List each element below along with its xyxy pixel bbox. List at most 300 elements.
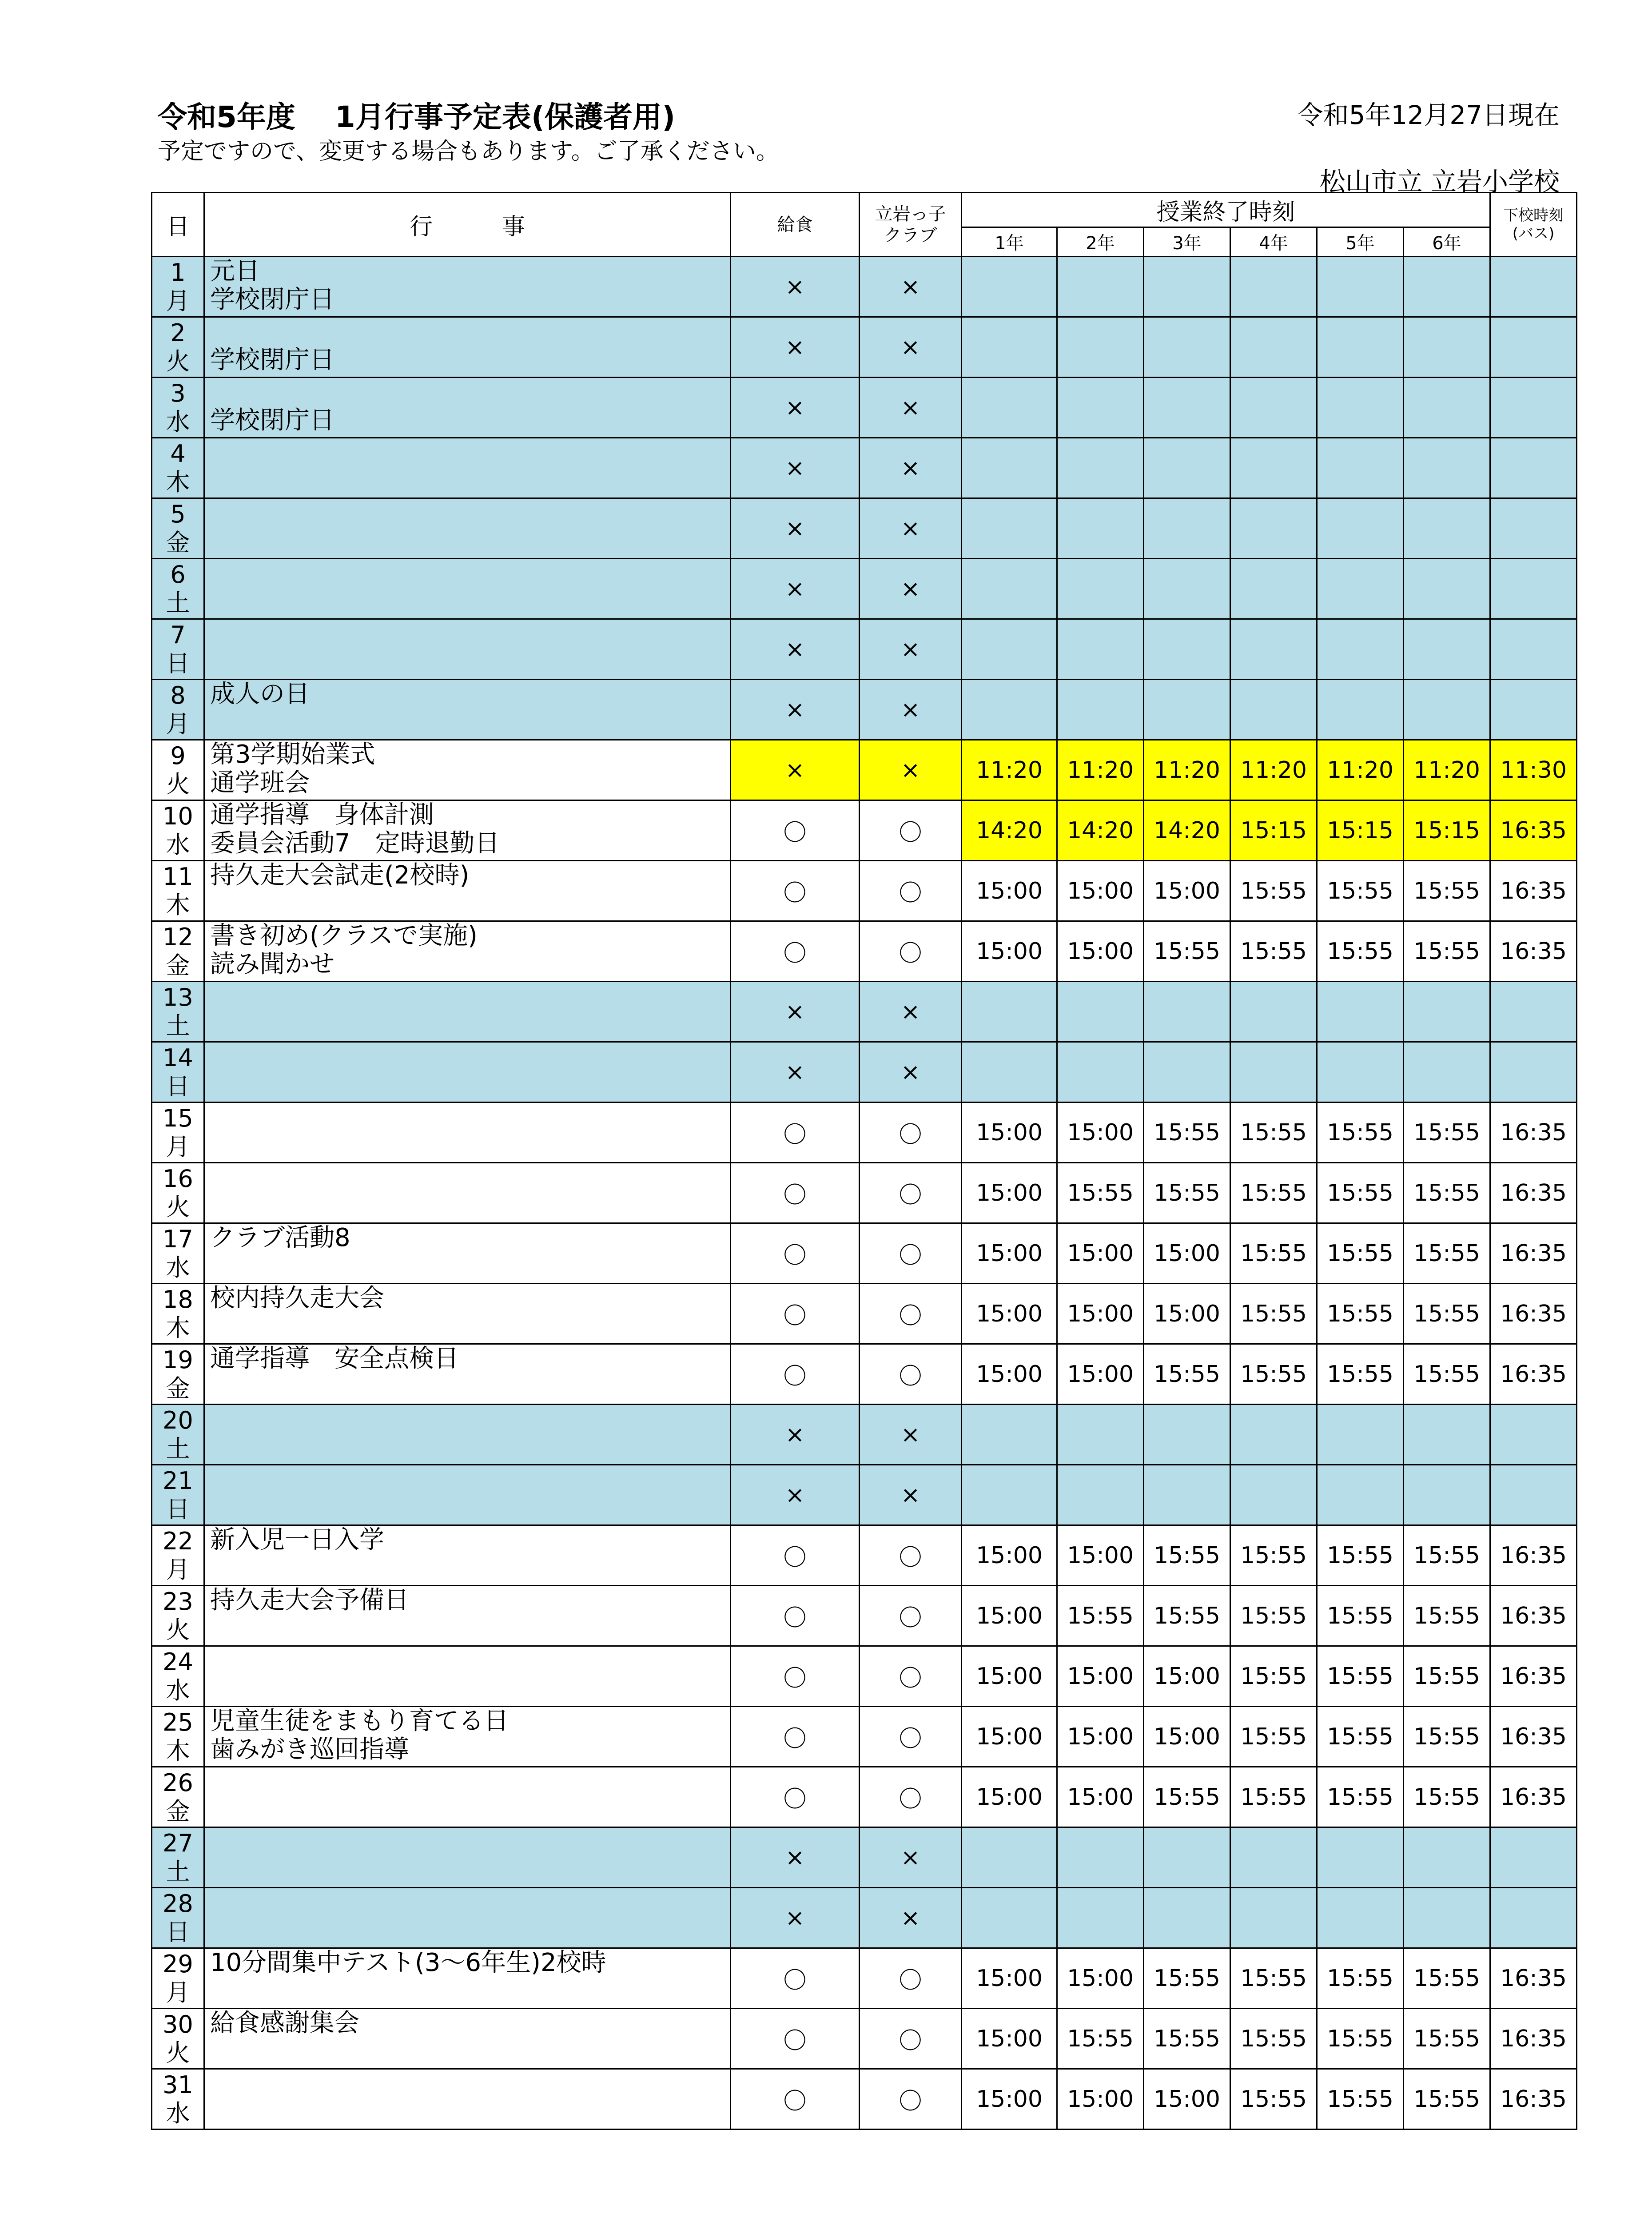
event-cell	[204, 438, 731, 498]
day-cell	[152, 438, 204, 498]
day-cell	[152, 1888, 204, 1948]
end-time-cell	[962, 317, 1057, 378]
end-time-cell: 15:00	[1144, 1707, 1230, 1767]
lunch-mark: 〇	[731, 861, 860, 921]
day-cell	[152, 921, 204, 982]
weekday: 火	[166, 1193, 190, 1221]
end-time-cell: 15:00	[962, 1103, 1057, 1163]
event-cell	[204, 1465, 731, 1525]
end-time-cell: 15:00	[962, 1284, 1057, 1344]
end-time-cell	[1144, 498, 1230, 559]
header-grade: 4年	[1230, 227, 1317, 257]
end-time-cell: 15:15	[1404, 800, 1490, 861]
day-number: 14	[163, 1043, 193, 1072]
event-cell	[204, 1103, 731, 1163]
club-mark: 〇	[860, 1948, 962, 2009]
bus-time-cell	[1490, 498, 1577, 559]
end-time-cell	[1144, 1827, 1230, 1888]
event-cell	[204, 1827, 731, 1888]
day-number: 10	[163, 802, 193, 830]
bus-time-cell: 16:35	[1490, 800, 1577, 861]
school-name: 松山市立 立岩小学校	[1319, 167, 1560, 197]
header-grade: 2年	[1057, 227, 1144, 257]
header-day: 日	[152, 193, 204, 257]
end-time-cell	[1144, 257, 1230, 317]
end-time-cell: 15:55	[1317, 1284, 1404, 1344]
day-number: 19	[163, 1345, 193, 1374]
table-row	[152, 740, 1577, 800]
end-time-cell: 15:00	[1057, 1948, 1144, 2009]
bus-time-cell	[1490, 1827, 1577, 1888]
end-time-cell: 15:00	[962, 2009, 1057, 2069]
lunch-mark: ×	[731, 1042, 860, 1103]
day-number: 23	[163, 1587, 193, 1616]
table-row	[152, 680, 1577, 740]
end-time-cell	[1144, 982, 1230, 1042]
day-cell	[152, 800, 204, 861]
end-time-cell	[1404, 438, 1490, 498]
event-cell: 学校閉庁日	[204, 378, 731, 438]
day-cell	[152, 1465, 204, 1525]
end-time-cell: 15:00	[962, 1948, 1057, 2009]
end-time-cell: 15:55	[1404, 2069, 1490, 2129]
end-time-cell: 15:55	[1404, 2009, 1490, 2069]
lunch-mark: 〇	[731, 2069, 860, 2129]
lunch-mark: 〇	[731, 2009, 860, 2069]
bus-time-cell: 16:35	[1490, 1948, 1577, 2009]
lunch-mark: ×	[731, 378, 860, 438]
event-cell: 持久走大会予備日	[204, 1586, 731, 1646]
day-number: 5	[170, 500, 186, 528]
end-time-cell: 11:20	[962, 740, 1057, 800]
end-time-cell: 15:00	[962, 1767, 1057, 1827]
lunch-mark: 〇	[731, 1525, 860, 1586]
bus-time-cell	[1490, 619, 1577, 680]
end-time-cell: 15:55	[1144, 2009, 1230, 2069]
end-time-cell	[1317, 1465, 1404, 1525]
day-cell	[152, 982, 204, 1042]
end-time-cell	[1404, 1827, 1490, 1888]
weekday: 火	[166, 347, 190, 375]
end-time-cell	[1230, 1405, 1317, 1465]
end-time-cell	[1230, 317, 1317, 378]
end-time-cell	[1144, 317, 1230, 378]
day-number: 26	[163, 1768, 193, 1797]
end-time-cell	[1230, 1042, 1317, 1103]
lunch-mark: ×	[731, 982, 860, 1042]
event-cell	[204, 1888, 731, 1948]
weekday: 月	[166, 287, 190, 315]
end-time-cell: 15:00	[962, 1586, 1057, 1646]
end-time-cell	[1317, 498, 1404, 559]
end-time-cell: 15:55	[1404, 1284, 1490, 1344]
end-time-cell: 15:00	[1057, 1223, 1144, 1284]
end-time-cell: 15:55	[1317, 2069, 1404, 2129]
day-number: 27	[163, 1829, 193, 1857]
end-time-cell: 15:55	[1317, 1948, 1404, 2009]
club-mark: 〇	[860, 861, 962, 921]
club-mark: ×	[860, 1827, 962, 1888]
event-cell: 成人の日	[204, 680, 731, 740]
day-cell	[152, 1284, 204, 1344]
club-mark: ×	[860, 1888, 962, 1948]
end-time-cell	[1404, 1888, 1490, 1948]
end-time-cell: 15:55	[1317, 861, 1404, 921]
end-time-cell	[1317, 438, 1404, 498]
lunch-mark: ×	[731, 257, 860, 317]
day-cell	[152, 619, 204, 680]
lunch-mark: 〇	[731, 1103, 860, 1163]
end-time-cell	[1404, 680, 1490, 740]
schedule-table	[151, 192, 1577, 2130]
day-cell	[152, 257, 204, 317]
weekday: 月	[166, 1132, 190, 1161]
end-time-cell	[1230, 378, 1317, 438]
event-cell: 第3学期始業式 通学班会	[204, 740, 731, 800]
end-time-cell	[1144, 1888, 1230, 1948]
end-time-cell	[1057, 438, 1144, 498]
day-cell	[152, 2009, 204, 2069]
weekday: 月	[166, 1978, 190, 2006]
end-time-cell	[1230, 1465, 1317, 1525]
club-mark: 〇	[860, 921, 962, 982]
end-time-cell	[1404, 257, 1490, 317]
end-time-cell: 15:00	[1057, 921, 1144, 982]
end-time-cell	[962, 559, 1057, 619]
club-mark: 〇	[860, 1223, 962, 1284]
bus-time-cell: 16:35	[1490, 1707, 1577, 1767]
bus-time-cell: 16:35	[1490, 1767, 1577, 1827]
end-time-cell	[1317, 982, 1404, 1042]
weekday: 月	[166, 1555, 190, 1584]
event-cell: 新入児一日入学	[204, 1525, 731, 1586]
club-mark: ×	[860, 619, 962, 680]
bus-time-cell: 16:35	[1490, 2009, 1577, 2069]
event-cell	[204, 1646, 731, 1707]
table-row	[152, 1344, 1577, 1405]
table-row	[152, 1948, 1577, 2009]
as-of-date: 令和5年12月27日現在	[1297, 100, 1560, 130]
weekday: 金	[166, 1797, 190, 1825]
end-time-cell	[1057, 257, 1144, 317]
bus-time-cell: 16:35	[1490, 1344, 1577, 1405]
lunch-mark: ×	[731, 1405, 860, 1465]
day-cell	[152, 1344, 204, 1405]
event-cell: 10分間集中テスト(3～6年生)2校時	[204, 1948, 731, 2009]
end-time-cell: 15:55	[1317, 1163, 1404, 1223]
club-mark: 〇	[860, 1284, 962, 1344]
bus-time-cell	[1490, 438, 1577, 498]
header-event: 行 事	[204, 193, 731, 257]
table-row	[152, 378, 1577, 438]
table-row	[152, 982, 1577, 1042]
end-time-cell: 15:00	[962, 861, 1057, 921]
end-time-cell: 15:55	[1230, 1344, 1317, 1405]
table-row	[152, 1465, 1577, 1525]
end-time-cell: 15:55	[1230, 861, 1317, 921]
lunch-mark: 〇	[731, 1586, 860, 1646]
lunch-mark: ×	[731, 559, 860, 619]
lunch-mark: 〇	[731, 800, 860, 861]
end-time-cell: 15:55	[1144, 1163, 1230, 1223]
end-time-cell	[1404, 982, 1490, 1042]
event-cell	[204, 2069, 731, 2129]
lunch-mark: 〇	[731, 1344, 860, 1405]
event-cell: 元日 学校閉庁日	[204, 257, 731, 317]
end-time-cell	[1057, 378, 1144, 438]
event-cell: 持久走大会試走(2校時)	[204, 861, 731, 921]
day-cell	[152, 1827, 204, 1888]
lunch-mark: ×	[731, 740, 860, 800]
table-row	[152, 1103, 1577, 1163]
bus-time-cell	[1490, 680, 1577, 740]
end-time-cell: 11:20	[1230, 740, 1317, 800]
club-mark: 〇	[860, 1344, 962, 1405]
table-row	[152, 1827, 1577, 1888]
day-cell	[152, 1767, 204, 1827]
table-row	[152, 1525, 1577, 1586]
event-cell	[204, 1767, 731, 1827]
end-time-cell: 15:55	[1144, 1103, 1230, 1163]
end-time-cell	[1317, 378, 1404, 438]
end-time-cell	[1230, 257, 1317, 317]
event-cell: 給食感謝集会	[204, 2009, 731, 2069]
header-grade: 3年	[1144, 227, 1230, 257]
bus-time-cell	[1490, 1465, 1577, 1525]
table-row	[152, 498, 1577, 559]
end-time-cell	[1144, 680, 1230, 740]
table-row	[152, 2069, 1577, 2129]
bus-time-cell: 16:35	[1490, 861, 1577, 921]
end-time-cell: 15:55	[1317, 2009, 1404, 2069]
end-time-cell: 15:00	[1057, 1344, 1144, 1405]
end-time-cell: 15:55	[1317, 1103, 1404, 1163]
end-time-cell	[1404, 498, 1490, 559]
end-time-cell	[1230, 982, 1317, 1042]
table-row	[152, 1284, 1577, 1344]
table-row	[152, 1586, 1577, 1646]
day-number: 12	[163, 923, 193, 951]
club-mark: ×	[860, 1465, 962, 1525]
end-time-cell: 15:55	[1404, 1525, 1490, 1586]
day-number: 8	[170, 681, 186, 709]
end-time-cell: 15:55	[1404, 1646, 1490, 1707]
lunch-mark: ×	[731, 1888, 860, 1948]
weekday: 土	[166, 1011, 190, 1040]
end-time-cell: 15:55	[1404, 1948, 1490, 2009]
weekday: 金	[166, 528, 190, 557]
end-time-cell: 15:00	[962, 1223, 1057, 1284]
weekday: 土	[166, 1857, 190, 1886]
end-time-cell: 15:55	[1144, 1948, 1230, 2009]
end-time-cell	[1404, 317, 1490, 378]
end-time-cell: 15:55	[1057, 1586, 1144, 1646]
club-mark: ×	[860, 257, 962, 317]
end-time-cell	[1144, 378, 1230, 438]
end-time-cell	[1230, 619, 1317, 680]
bus-time-cell: 16:35	[1490, 1223, 1577, 1284]
end-time-cell	[1230, 559, 1317, 619]
club-mark: ×	[860, 438, 962, 498]
end-time-cell	[1317, 1405, 1404, 1465]
end-time-cell	[1404, 1405, 1490, 1465]
bus-time-cell	[1490, 1042, 1577, 1103]
end-time-cell: 15:55	[1230, 1707, 1317, 1767]
bus-time-cell: 16:35	[1490, 1646, 1577, 1707]
day-number: 30	[163, 2010, 193, 2038]
day-cell	[152, 740, 204, 800]
day-number: 25	[163, 1708, 193, 1736]
end-time-cell	[1057, 1042, 1144, 1103]
end-time-cell: 15:00	[962, 1646, 1057, 1707]
end-time-cell: 15:55	[1317, 921, 1404, 982]
end-time-cell: 15:55	[1144, 1586, 1230, 1646]
end-time-cell	[1057, 982, 1144, 1042]
lunch-mark: 〇	[731, 1707, 860, 1767]
end-time-cell: 14:20	[1057, 800, 1144, 861]
day-number: 18	[163, 1285, 193, 1313]
bus-time-cell	[1490, 982, 1577, 1042]
header-club: 立岩っ子 クラブ	[860, 193, 962, 257]
header-grade: 6年	[1404, 227, 1490, 257]
day-number: 9	[170, 741, 186, 770]
end-time-cell	[962, 1042, 1057, 1103]
end-time-cell	[962, 680, 1057, 740]
day-number: 17	[163, 1225, 193, 1253]
end-time-cell: 15:55	[1230, 921, 1317, 982]
club-mark: 〇	[860, 1586, 962, 1646]
table-row	[152, 1163, 1577, 1223]
club-mark: ×	[860, 982, 962, 1042]
bus-time-cell: 16:35	[1490, 1163, 1577, 1223]
bus-time-cell	[1490, 559, 1577, 619]
day-number: 7	[170, 621, 186, 649]
table-row	[152, 1042, 1577, 1103]
end-time-cell: 15:00	[1144, 1646, 1230, 1707]
end-time-cell	[1057, 619, 1144, 680]
end-time-cell	[1317, 1042, 1404, 1103]
day-cell	[152, 1707, 204, 1767]
end-time-cell: 15:55	[1230, 1284, 1317, 1344]
table-row	[152, 800, 1577, 861]
end-time-cell	[1057, 1827, 1144, 1888]
end-time-cell	[962, 1827, 1057, 1888]
end-time-cell: 15:55	[1144, 1344, 1230, 1405]
lunch-mark: 〇	[731, 1767, 860, 1827]
day-number: 2	[170, 318, 186, 347]
end-time-cell	[1230, 1827, 1317, 1888]
end-time-cell: 15:00	[1057, 1103, 1144, 1163]
end-time-cell: 11:20	[1144, 740, 1230, 800]
weekday: 水	[166, 1253, 190, 1282]
end-time-cell: 15:00	[962, 1344, 1057, 1405]
end-time-cell	[1230, 438, 1317, 498]
weekday: 火	[166, 2038, 190, 2067]
end-time-cell: 15:00	[962, 1163, 1057, 1223]
bus-time-cell	[1490, 1405, 1577, 1465]
end-time-cell: 15:55	[1230, 1163, 1317, 1223]
club-mark: 〇	[860, 2009, 962, 2069]
bus-time-cell	[1490, 257, 1577, 317]
day-number: 6	[170, 560, 186, 589]
club-mark: ×	[860, 1405, 962, 1465]
end-time-cell: 15:55	[1144, 1767, 1230, 1827]
end-time-cell: 14:20	[1144, 800, 1230, 861]
day-cell	[152, 1525, 204, 1586]
bus-time-cell: 11:30	[1490, 740, 1577, 800]
weekday: 木	[166, 891, 190, 919]
weekday: 土	[166, 1434, 190, 1463]
day-cell	[152, 2069, 204, 2129]
end-time-cell	[1057, 680, 1144, 740]
table-row	[152, 1405, 1577, 1465]
day-number: 31	[163, 2070, 193, 2099]
event-cell: 学校閉庁日	[204, 317, 731, 378]
bus-time-cell: 16:35	[1490, 1284, 1577, 1344]
end-time-cell: 15:55	[1230, 1103, 1317, 1163]
bus-time-cell: 16:35	[1490, 2069, 1577, 2129]
end-time-cell: 15:55	[1317, 1525, 1404, 1586]
table-row	[152, 559, 1577, 619]
club-mark: ×	[860, 559, 962, 619]
event-cell: 書き初め(クラスで実施) 読み聞かせ	[204, 921, 731, 982]
end-time-cell	[1057, 498, 1144, 559]
club-mark: 〇	[860, 800, 962, 861]
end-time-cell	[1404, 378, 1490, 438]
club-mark: ×	[860, 378, 962, 438]
day-number: 13	[163, 983, 193, 1011]
club-mark: 〇	[860, 1707, 962, 1767]
end-time-cell: 15:15	[1230, 800, 1317, 861]
day-number: 4	[170, 439, 186, 468]
day-cell	[152, 1163, 204, 1223]
end-time-cell: 15:55	[1230, 1525, 1317, 1586]
day-cell	[152, 1103, 204, 1163]
end-time-cell	[1230, 498, 1317, 559]
table-row	[152, 619, 1577, 680]
club-mark: ×	[860, 317, 962, 378]
event-cell: 通学指導 安全点検日	[204, 1344, 731, 1405]
end-time-cell	[1404, 619, 1490, 680]
end-time-cell	[1057, 1465, 1144, 1525]
end-time-cell: 15:55	[1404, 861, 1490, 921]
end-time-cell: 15:55	[1404, 1103, 1490, 1163]
end-time-cell: 15:00	[1144, 1284, 1230, 1344]
end-time-cell	[1057, 317, 1144, 378]
club-mark: ×	[860, 498, 962, 559]
end-time-cell: 15:00	[1144, 2069, 1230, 2129]
day-cell	[152, 559, 204, 619]
end-time-cell: 15:55	[1317, 1344, 1404, 1405]
day-cell	[152, 1042, 204, 1103]
page-title: 令和5年度 1月行事予定表(保護者用)	[158, 100, 676, 134]
bus-time-cell: 16:35	[1490, 921, 1577, 982]
end-time-cell	[1057, 1405, 1144, 1465]
end-time-cell: 15:55	[1230, 1223, 1317, 1284]
bus-time-cell: 16:35	[1490, 1103, 1577, 1163]
header-end-time: 授業終了時刻	[962, 193, 1490, 227]
weekday: 金	[166, 951, 190, 979]
end-time-cell	[1144, 1405, 1230, 1465]
event-cell: クラブ活動8	[204, 1223, 731, 1284]
table-row	[152, 317, 1577, 378]
table-row	[152, 257, 1577, 317]
club-mark: 〇	[860, 1103, 962, 1163]
end-time-cell: 15:55	[1317, 1707, 1404, 1767]
day-number: 24	[163, 1648, 193, 1676]
end-time-cell: 15:55	[1230, 1948, 1317, 2009]
club-mark: ×	[860, 740, 962, 800]
